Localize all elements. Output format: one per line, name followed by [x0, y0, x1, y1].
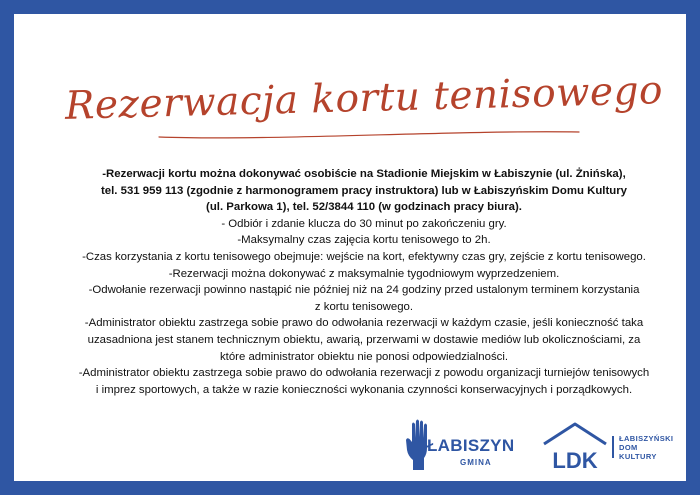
title-underline-flourish	[154, 126, 584, 142]
rules-line: -Maksymalny czas zajęcia kortu tenisowego to 2h.	[237, 234, 491, 247]
rules-line: (ul. Parkowa 1), tel. 52/3844 110 (w godzinach pracy biura).	[206, 201, 522, 214]
ldk-name-line: KULTURY	[619, 452, 657, 461]
gmina-name: ŁABISZYN	[427, 436, 515, 455]
logos	[394, 414, 684, 478]
rules-line: uzasadniona jest stanem technicznym obiektu, awarią, przerwami w dostawie mediów lub okolicznościami, za	[87, 333, 641, 346]
ldk-mark-text: LDK	[552, 448, 598, 472]
rules-line: które administrator obiektu nie ponosi odpowiedzialności.	[219, 350, 509, 363]
ldk-name-line: DOM	[619, 443, 638, 452]
rules-line: -Rezerwacji kortu można dokonywać osobiście na Stadionie Miejskim w Łabiszynie (ul. Żnińska),	[102, 168, 626, 180]
rules-line: -Administrator obiektu zastrzega sobie prawo do odwołania rezerwacji z powodu organizacji turniejów tenisowych	[78, 367, 650, 380]
rules-line: i imprez sportowych, a także w razie konieczności wykonania czynności konserwacyjnych i porządkowych.	[95, 383, 633, 396]
gmina-subtitle: GMINA	[460, 458, 492, 467]
house-roof-icon	[542, 420, 608, 472]
page-title: Rezerwacja kortu tenisowego	[64, 68, 664, 129]
rules-line: -Administrator obiektu zastrzega sobie prawo do odwołania rezerwacji w każdym czasie, jeśli konieczność taka	[84, 317, 644, 330]
ldk-name-line: ŁABISZYŃSKI	[619, 434, 674, 443]
rules-line: tel. 531 959 113 (zgodnie z harmonogramem pracy instruktora) lub w Łabiszyńskim Domu Kultury	[100, 184, 627, 197]
rules-text	[34, 166, 694, 398]
rules-line: z kortu tenisowego.	[314, 300, 414, 313]
ldk-logo	[542, 416, 682, 476]
gmina-labiszyn-logo	[394, 414, 524, 478]
rules-line: -Odwołanie rezerwacji powinno nastąpić nie później niż na 24 godziny przed ustalonym terminem korzystania	[88, 284, 640, 297]
rules-line: -Czas korzystania z kortu tenisowego obejmuje: wejście na kort, efektywny czas gry, zejście z kortu tenisowego.	[82, 250, 646, 263]
rules-line: -Rezerwacji można dokonywać z maksymalnie tygodniowym wyprzedzeniem.	[168, 267, 560, 280]
ldk-name	[619, 434, 673, 461]
ldk-separator	[612, 436, 614, 458]
rules-line: - Odbiór i zdanie klucza do 30 minut po zakończeniu gry.	[221, 217, 507, 230]
